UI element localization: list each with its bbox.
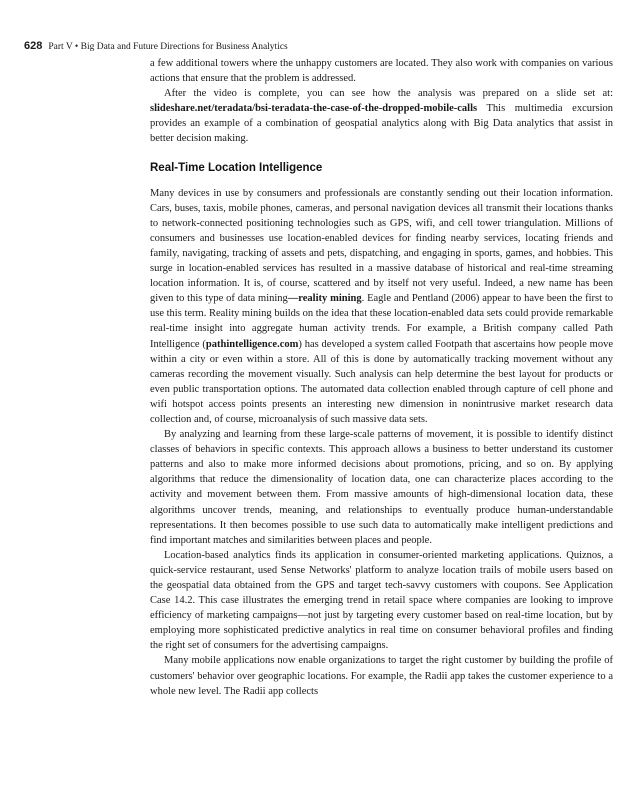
paragraph-text: This multimedia excursion provides an example of a combination of geospatial analytics along with Big Data analytics that assist in better decision making. [150, 103, 613, 145]
paragraph-patterns: By analyzing and learning from these large-scale patterns of movement, it is possible to identify distinct classes of behaviors in specific contexts. This approach allows a business to better understand its customer patterns and also to make more informed decisions about promotions, pricing, and so on. By applying algorithms that reduce the dimensionality of location data, one can characterize places according to the activity and movement between them. From massive amounts of high-dimensional location data, these algorithms uncover trends, meaning, and relationships to eventually produce human-understandable representations. It then becomes possible to use such data to automatically make intelligent predictions and find important matches and similarities between places and people. [150, 429, 613, 546]
paragraph-text: After the video is complete, you can see how the analysis was prepared on a slide set at: [164, 88, 613, 100]
section-heading: Real-Time Location Intelligence [150, 161, 323, 174]
paragraph-text: Many devices in use by consumers and professionals are constantly sending out their location information. Cars, buses, taxis, mobile phones, cameras, and personal navigation devices all transmit their locations thanks to network-connected positioning technologies such as GPS, wifi, and cell tower triangulation. Millions of consumers and businesses use location-enabled devices for finding nearby services, locating friends and family, navigating, tracking of assets and pets, dispatching, and engaging in sports, games, and hobbies. This surge in location-enabled services has resulted in a massive database of historical and real-time streaming location information. It is, of course, scattered and by itself not very useful. Indeed, a new name has been given to this type of data mining [150, 187, 613, 305]
running-header [24, 40, 620, 53]
key-term: —reality mining [287, 293, 362, 305]
slideshare-link[interactable]: slideshare.net/teradata/bsi-teradata-the-case-of-the-dropped-mobile-calls [150, 103, 478, 115]
paragraph-location-intelligence [150, 186, 613, 428]
paragraph-location-analytics: Location-based analytics finds its application in consumer-oriented marketing applications. Quiznos, a quick-service restaurant, used Sense Networks' platform to analyze location trails of mobile users based on the geospatial data obtained from the GPS and target tech-savvy customers with coupons. See Application Case 14.2. This case illustrates the emerging trend in retail space where companies are looking to improve efficiency of marketing campaigns—not just by targeting every customer based on real-time location, but by employing more sophisticated predictive analytics in real time on consumer behavioral profiles and finding the right set of consumers for the advertising campaigns. [150, 549, 613, 652]
paragraph-text: . Eagle and Pentland (2006) appear to have been the first to use this term. Reality mining builds on the idea that these location-enabled data sets could provide remarkable real-time insight into aggregate human activity trends. For example, a British company called Path Intelligence ( [150, 293, 614, 350]
pathintelligence-link[interactable]: pathintelligence.com [205, 338, 299, 350]
running-title: Part V • Big Data and Future Directions for Business Analytics [48, 42, 288, 52]
page-body [150, 56, 613, 699]
paragraph-continued: a few additional towers where the unhappy customers are located. They also work with companies on various actions that ensure that the problem is addressed. [150, 58, 613, 85]
paragraph-text: ) has developed a system called Footpath that ascertains how people move within a city or even within a store. All of this is done by automatically tracking movement without any cameras recording the movement visually. Such analysis can help determine the best layout for products or even public transportation options. The automated data collection enabled through capture of cell phone and wifi hotspot access points presents an interesting new dimension in nonintrusive market research data collection and, of course, microanalysis of such massive data sets. [150, 338, 613, 425]
page-number: 628 [24, 40, 43, 52]
paragraph-slide-set [150, 86, 613, 146]
paragraph-mobile-apps: Many mobile applications now enable organizations to target the right customer by building the profile of customers' behavior over geographic locations. For example, the Radii app takes the customer experience to a whole new level. The Radii app collects [150, 655, 613, 697]
